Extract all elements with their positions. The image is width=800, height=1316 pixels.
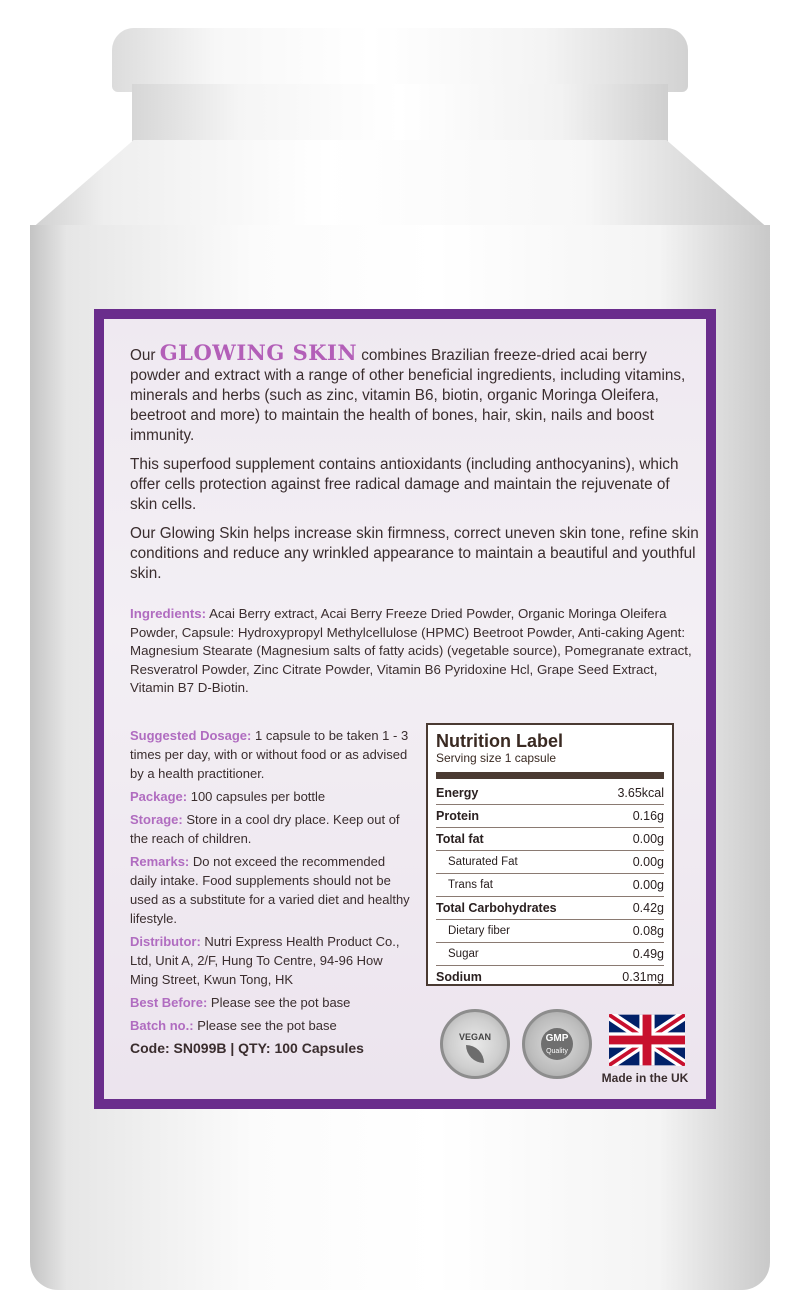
storage-text: Store in a cool dry place. Keep out of the reach of children. — [130, 812, 400, 846]
brand-prefix: Our — [130, 347, 156, 364]
nutrient-value: 0.16g — [632, 809, 664, 823]
intro-paragraph-2: This superfood supplement contains antioxidants (including anthocyanins), which offer cells protection against free radical damage and maintain the rejuvenate of skin cells. — [130, 456, 679, 513]
nutrient-value: 0.00g — [632, 832, 664, 846]
nutrient-value: 0.42g — [632, 901, 664, 915]
nutrient-value: 0.00g — [632, 878, 664, 892]
ingredients-block — [130, 605, 700, 698]
gmp-badge-icon — [522, 1009, 592, 1079]
nutrient-name: Sugar — [448, 948, 479, 960]
nutrient-name: Dietary fiber — [448, 925, 510, 937]
gmp-subtext: Quality — [546, 1048, 568, 1055]
nutrient-name: Saturated Fat — [448, 856, 518, 868]
nutrition-row — [436, 782, 664, 805]
serving-size: Serving size 1 capsule — [436, 751, 557, 765]
product-label — [94, 309, 716, 1109]
nutrition-row — [436, 805, 664, 828]
nutrition-label — [426, 723, 674, 986]
package-label: Package: — [130, 789, 188, 804]
storage-label: Storage: — [130, 812, 183, 827]
intro-text-1: combines Brazilian freeze-dried acai berry powder and extract with a range of other beneficial ingredients, including vitamins, minerals and herbs (such as zinc, vitamin B6, biotin, organic Moringa Oleifera, beetroot and more) to maintain the health of bones, hair, skin, nails and boost immunity. — [130, 347, 686, 444]
nutrition-row — [436, 874, 664, 897]
intro-paragraph-1 — [130, 340, 700, 446]
nutrition-title: Nutrition Label — [436, 731, 563, 751]
nutrient-name: Energy — [436, 786, 479, 800]
bottle-shoulder — [30, 140, 770, 230]
nutrient-name: Sodium — [436, 970, 482, 984]
uk-flag-icon — [609, 1014, 685, 1066]
best-before-text: Please see the pot base — [210, 995, 351, 1010]
nutrition-row — [436, 897, 664, 920]
nutrient-value: 0.00g — [632, 855, 664, 869]
nutrition-row — [436, 851, 664, 874]
gmp-text: GMP — [545, 1033, 569, 1044]
ingredients-text: Acai Berry extract, Acai Berry Freeze Dried Powder, Organic Moringa Oleifera Powder, Capsule: Hydroxypropyl Methylcellulose (HPMC) Beetroot Powder, Anti-caking Agent: Magnesium Stearate (Magnesium salts of fatty acids) (vegetable source), Pomegranate extract, Resveratrol Powder, Zinc Citrate Powder, Vitamin B6 Pyridoxine Hcl, Grape Seed Extract, Vitamin B7 D-Biotin. — [130, 606, 692, 695]
nutrient-name: Total fat — [436, 832, 484, 846]
vegan-text: VEGAN — [458, 1032, 491, 1042]
dosage-text: 1 capsule to be taken 1 - 3 times per day, with or without food or as advised by a health practitioner. — [130, 728, 409, 781]
nutrient-value: 0.49g — [632, 947, 664, 961]
intro-paragraph-3: Our Glowing Skin helps increase skin firmness, correct uneven skin tone, refine skin conditions and reduce any wrinkled appearance to maintain a beautiful and youthful skin. — [130, 525, 699, 582]
dosage-label: Suggested Dosage: — [130, 728, 252, 743]
nutrient-name: Trans fat — [448, 879, 493, 891]
brand-name: GLOWING SKIN — [159, 340, 358, 365]
product-code: Code: SN099B | QTY: 100 Capsules — [130, 1040, 364, 1056]
nutrient-name: Protein — [436, 809, 480, 823]
ingredients-label: Ingredients: — [130, 606, 207, 621]
label-panel — [104, 319, 706, 1099]
remarks-line — [130, 852, 412, 928]
vegan-badge-icon — [440, 1009, 510, 1079]
batch-line — [130, 1016, 412, 1035]
batch-label: Batch no.: — [130, 1018, 194, 1033]
details-column — [130, 726, 412, 1062]
remarks-text: Do not exceed the recommended daily intake. Food supplements should not be used as a substitute for a varied diet and healthy lifestyle. — [130, 854, 410, 926]
gmp-seal — [541, 1028, 573, 1060]
distributor-line — [130, 932, 412, 989]
remarks-label: Remarks: — [130, 854, 190, 869]
package-line — [130, 787, 412, 806]
nutrient-value: 0.08g — [632, 924, 664, 938]
storage-line — [130, 810, 412, 848]
intro-text — [130, 340, 700, 593]
nutrition-row — [436, 920, 664, 943]
batch-text: Please see the pot base — [197, 1018, 337, 1033]
package-text: 100 capsules per bottle — [190, 789, 326, 804]
best-before-line — [130, 993, 412, 1012]
nutrition-row — [436, 966, 664, 988]
distributor-label: Distributor: — [130, 934, 201, 949]
nutrition-divider — [436, 772, 664, 779]
nutrient-name: Total Carbohydrates — [436, 901, 557, 915]
distributor-text: Nutri Express Health Product Co., Ltd, Unit A, 2/F, Hung To Centre, 94-96 How Ming Street, Kwun Tong, HK — [130, 934, 400, 987]
leaf-icon — [466, 1045, 484, 1063]
dosage-line — [130, 726, 412, 783]
best-before-label: Best Before: — [130, 995, 208, 1010]
nutrient-value: 3.65kcal — [617, 786, 664, 800]
bottle-cap — [112, 28, 688, 92]
nutrition-row — [436, 943, 664, 966]
nutrient-value: 0.31mg — [622, 970, 664, 984]
made-in-uk-text: Made in the UK — [601, 1071, 689, 1085]
nutrition-row — [436, 828, 664, 851]
